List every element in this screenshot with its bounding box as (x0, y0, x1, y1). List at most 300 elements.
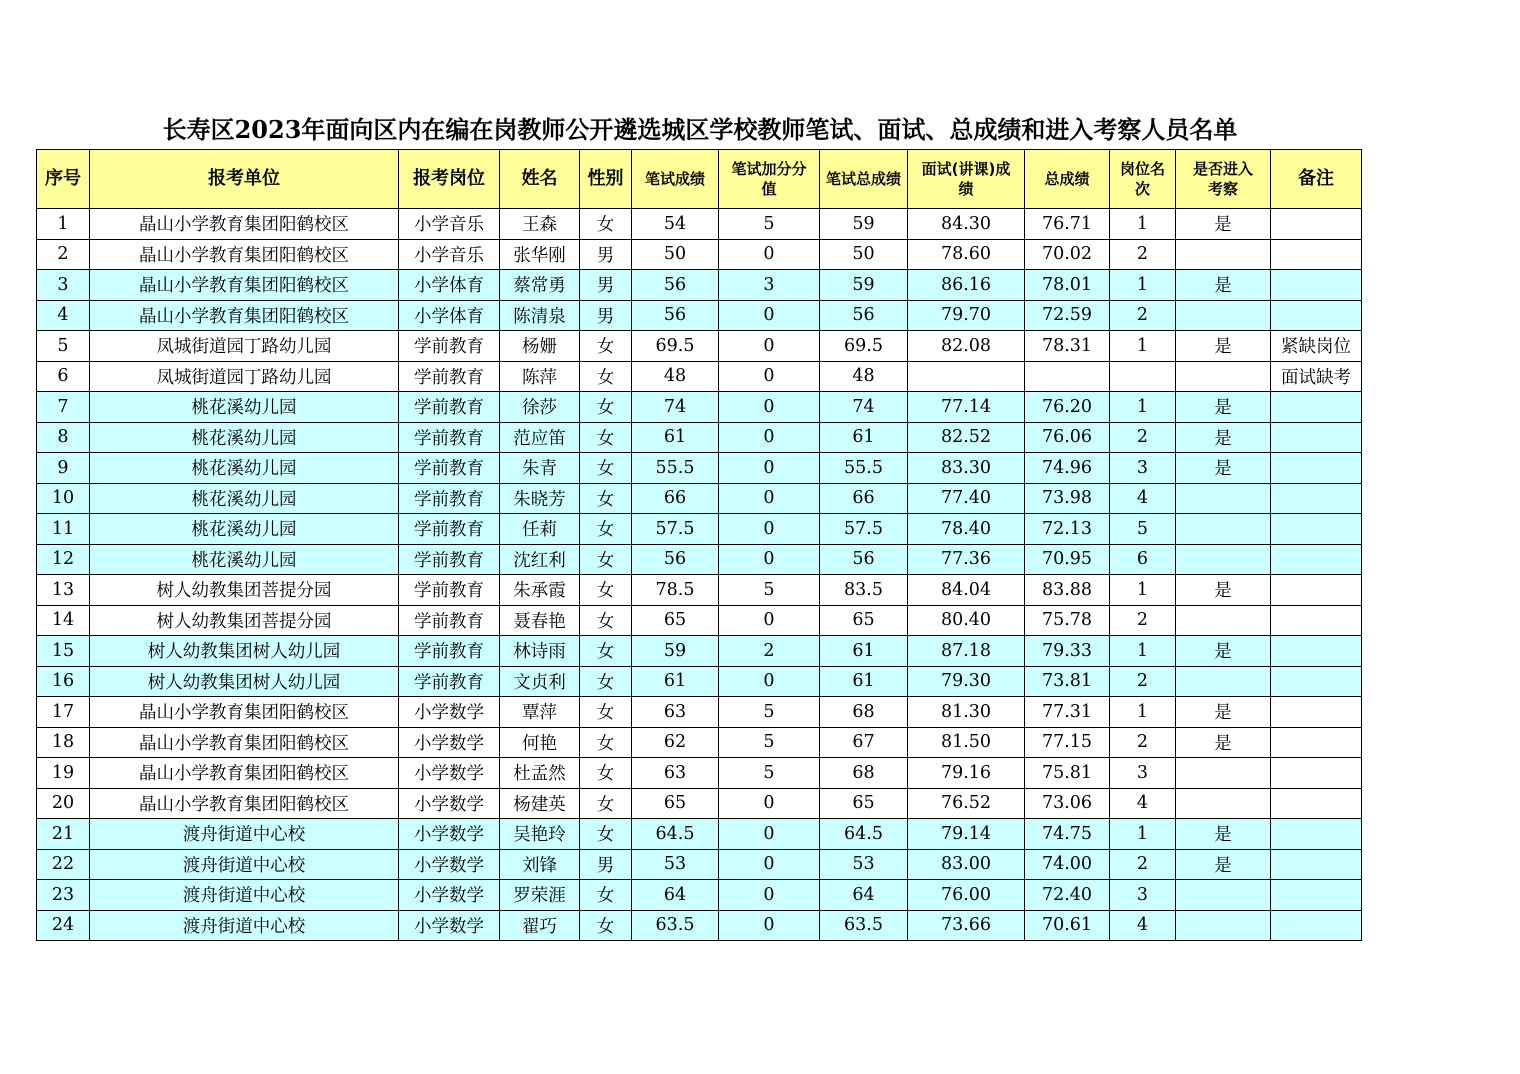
cell-post: 小学数学 (399, 758, 500, 789)
cell-name: 张华刚 (500, 239, 580, 270)
cell-interview: 77.14 (908, 392, 1025, 423)
cell-seq: 19 (37, 758, 90, 789)
header-name: 姓名 (500, 150, 580, 209)
cell-inspect: 是 (1176, 727, 1271, 758)
cell-interview: 77.36 (908, 544, 1025, 575)
cell-written: 56 (632, 270, 719, 301)
cell-gender: 女 (580, 392, 632, 423)
cell-inspect (1176, 483, 1271, 514)
document-title: 长寿区2023年面向区内在编在岗教师公开遴选城区学校教师笔试、面试、总成绩和进入考察人员名单 (162, 115, 1238, 144)
table-row (37, 758, 1362, 789)
cell-written: 74 (632, 392, 719, 423)
cell-total: 75.78 (1025, 605, 1110, 636)
cell-unit: 晶山小学教育集团阳鹤校区 (90, 270, 399, 301)
cell-total: 76.20 (1025, 392, 1110, 423)
cell-unit: 渡舟街道中心校 (90, 880, 399, 911)
cell-post: 学前教育 (399, 605, 500, 636)
cell-written: 62 (632, 727, 719, 758)
cell-written: 61 (632, 666, 719, 697)
cell-note (1271, 666, 1362, 697)
cell-total: 74.75 (1025, 819, 1110, 850)
cell-total: 74.00 (1025, 849, 1110, 880)
cell-name: 沈红利 (500, 544, 580, 575)
cell-inspect: 是 (1176, 849, 1271, 880)
cell-gender: 女 (580, 727, 632, 758)
cell-unit: 桃花溪幼儿园 (90, 514, 399, 545)
cell-seq: 13 (37, 575, 90, 606)
cell-seq: 17 (37, 697, 90, 728)
header-interview: 面试(讲课)成绩 (908, 150, 1025, 209)
cell-name: 林诗雨 (500, 636, 580, 667)
cell-rank: 1 (1110, 697, 1176, 728)
cell-total: 78.01 (1025, 270, 1110, 301)
table-row (37, 697, 1362, 728)
cell-written-total: 59 (820, 270, 908, 301)
cell-written: 50 (632, 239, 719, 270)
cell-gender: 女 (580, 697, 632, 728)
cell-post: 小学数学 (399, 819, 500, 850)
cell-note (1271, 239, 1362, 270)
cell-total: 73.98 (1025, 483, 1110, 514)
cell-written: 61 (632, 422, 719, 453)
cell-rank: 2 (1110, 727, 1176, 758)
cell-bonus: 0 (719, 544, 820, 575)
cell-total: 72.59 (1025, 300, 1110, 331)
cell-written: 48 (632, 361, 719, 392)
cell-rank: 2 (1110, 666, 1176, 697)
cell-unit: 晶山小学教育集团阳鹤校区 (90, 239, 399, 270)
cell-unit: 渡舟街道中心校 (90, 910, 399, 941)
cell-bonus: 0 (719, 361, 820, 392)
cell-interview: 78.40 (908, 514, 1025, 545)
table-row (37, 819, 1362, 850)
cell-gender: 女 (580, 575, 632, 606)
cell-name: 覃萍 (500, 697, 580, 728)
table-row (37, 270, 1362, 301)
table-row (37, 422, 1362, 453)
cell-post: 小学数学 (399, 880, 500, 911)
cell-seq: 22 (37, 849, 90, 880)
cell-seq: 15 (37, 636, 90, 667)
cell-bonus: 0 (719, 880, 820, 911)
cell-written: 54 (632, 209, 719, 240)
cell-gender: 女 (580, 209, 632, 240)
table-row (37, 666, 1362, 697)
header-total: 总成绩 (1025, 150, 1110, 209)
cell-rank: 4 (1110, 910, 1176, 941)
cell-gender: 男 (580, 300, 632, 331)
cell-bonus: 0 (719, 300, 820, 331)
cell-bonus: 0 (719, 910, 820, 941)
cell-post: 小学数学 (399, 910, 500, 941)
cell-bonus: 5 (719, 697, 820, 728)
cell-interview: 81.30 (908, 697, 1025, 728)
cell-rank: 1 (1110, 331, 1176, 362)
cell-note: 面试缺考 (1271, 361, 1362, 392)
cell-written: 64.5 (632, 819, 719, 850)
cell-note (1271, 788, 1362, 819)
cell-seq: 24 (37, 910, 90, 941)
cell-gender: 男 (580, 849, 632, 880)
cell-written: 69.5 (632, 331, 719, 362)
cell-inspect (1176, 788, 1271, 819)
cell-written: 56 (632, 300, 719, 331)
cell-bonus: 0 (719, 666, 820, 697)
cell-name: 陈萍 (500, 361, 580, 392)
cell-name: 王森 (500, 209, 580, 240)
cell-post: 小学音乐 (399, 239, 500, 270)
cell-seq: 9 (37, 453, 90, 484)
cell-rank: 6 (1110, 544, 1176, 575)
table-row (37, 544, 1362, 575)
cell-gender: 女 (580, 361, 632, 392)
cell-post: 小学数学 (399, 788, 500, 819)
cell-inspect (1176, 910, 1271, 941)
cell-total: 77.15 (1025, 727, 1110, 758)
cell-seq: 1 (37, 209, 90, 240)
cell-bonus: 0 (719, 819, 820, 850)
cell-gender: 女 (580, 758, 632, 789)
cell-unit: 树人幼教集团菩提分园 (90, 575, 399, 606)
cell-seq: 20 (37, 788, 90, 819)
cell-post: 学前教育 (399, 392, 500, 423)
cell-written-total: 57.5 (820, 514, 908, 545)
cell-name: 徐莎 (500, 392, 580, 423)
cell-total: 73.81 (1025, 666, 1110, 697)
cell-bonus: 5 (719, 575, 820, 606)
cell-interview: 86.16 (908, 270, 1025, 301)
cell-name: 杨建英 (500, 788, 580, 819)
table-row (37, 209, 1362, 240)
cell-post: 小学音乐 (399, 209, 500, 240)
cell-written-total: 48 (820, 361, 908, 392)
cell-name: 朱青 (500, 453, 580, 484)
cell-note (1271, 422, 1362, 453)
cell-seq: 11 (37, 514, 90, 545)
table-row (37, 727, 1362, 758)
cell-post: 学前教育 (399, 361, 500, 392)
cell-gender: 女 (580, 422, 632, 453)
table-row (37, 392, 1362, 423)
cell-rank: 5 (1110, 514, 1176, 545)
table-row (37, 300, 1362, 331)
cell-bonus: 2 (719, 636, 820, 667)
cell-unit: 桃花溪幼儿园 (90, 422, 399, 453)
cell-written-total: 63.5 (820, 910, 908, 941)
cell-bonus: 0 (719, 483, 820, 514)
cell-total: 73.06 (1025, 788, 1110, 819)
cell-inspect (1176, 239, 1271, 270)
cell-note: 紧缺岗位 (1271, 331, 1362, 362)
cell-inspect: 是 (1176, 819, 1271, 850)
cell-unit: 凤城街道园丁路幼儿园 (90, 331, 399, 362)
cell-name: 罗荣涯 (500, 880, 580, 911)
cell-written-total: 55.5 (820, 453, 908, 484)
cell-total: 76.71 (1025, 209, 1110, 240)
cell-written-total: 68 (820, 758, 908, 789)
table-row (37, 849, 1362, 880)
cell-inspect: 是 (1176, 636, 1271, 667)
cell-inspect: 是 (1176, 392, 1271, 423)
cell-interview: 78.60 (908, 239, 1025, 270)
table-body (37, 209, 1362, 941)
cell-rank: 3 (1110, 758, 1176, 789)
cell-note (1271, 514, 1362, 545)
header-row (37, 150, 1362, 209)
cell-total: 83.88 (1025, 575, 1110, 606)
cell-seq: 3 (37, 270, 90, 301)
cell-inspect (1176, 544, 1271, 575)
cell-written: 63.5 (632, 910, 719, 941)
cell-written-total: 65 (820, 605, 908, 636)
cell-written: 65 (632, 605, 719, 636)
cell-inspect: 是 (1176, 331, 1271, 362)
cell-note (1271, 727, 1362, 758)
cell-seq: 23 (37, 880, 90, 911)
cell-post: 学前教育 (399, 483, 500, 514)
cell-written-total: 65 (820, 788, 908, 819)
cell-post: 学前教育 (399, 636, 500, 667)
cell-interview: 73.66 (908, 910, 1025, 941)
cell-post: 学前教育 (399, 544, 500, 575)
table-row (37, 361, 1362, 392)
cell-post: 小学体育 (399, 270, 500, 301)
cell-bonus: 0 (719, 605, 820, 636)
cell-note (1271, 697, 1362, 728)
cell-seq: 7 (37, 392, 90, 423)
cell-interview: 84.30 (908, 209, 1025, 240)
cell-total (1025, 361, 1110, 392)
cell-interview: 79.70 (908, 300, 1025, 331)
cell-post: 小学体育 (399, 300, 500, 331)
cell-interview: 76.52 (908, 788, 1025, 819)
cell-inspect (1176, 361, 1271, 392)
table-row (37, 880, 1362, 911)
cell-seq: 21 (37, 819, 90, 850)
cell-note (1271, 636, 1362, 667)
cell-interview: 77.40 (908, 483, 1025, 514)
cell-name: 陈清泉 (500, 300, 580, 331)
cell-gender: 女 (580, 880, 632, 911)
cell-written-total: 56 (820, 300, 908, 331)
cell-inspect: 是 (1176, 575, 1271, 606)
cell-unit: 晶山小学教育集团阳鹤校区 (90, 697, 399, 728)
cell-inspect (1176, 605, 1271, 636)
cell-total: 78.31 (1025, 331, 1110, 362)
cell-written: 64 (632, 880, 719, 911)
cell-written: 56 (632, 544, 719, 575)
cell-written: 65 (632, 788, 719, 819)
cell-unit: 桃花溪幼儿园 (90, 453, 399, 484)
cell-written: 59 (632, 636, 719, 667)
cell-seq: 14 (37, 605, 90, 636)
cell-seq: 5 (37, 331, 90, 362)
cell-name: 范应笛 (500, 422, 580, 453)
table-row (37, 483, 1362, 514)
cell-bonus: 0 (719, 422, 820, 453)
cell-note (1271, 209, 1362, 240)
cell-interview: 82.52 (908, 422, 1025, 453)
cell-gender: 女 (580, 544, 632, 575)
cell-seq: 2 (37, 239, 90, 270)
cell-rank: 2 (1110, 605, 1176, 636)
cell-written-total: 67 (820, 727, 908, 758)
cell-bonus: 0 (719, 239, 820, 270)
header-seq: 序号 (37, 150, 90, 209)
cell-rank: 1 (1110, 819, 1176, 850)
header-gender: 性别 (580, 150, 632, 209)
cell-gender: 女 (580, 910, 632, 941)
cell-name: 翟巧 (500, 910, 580, 941)
cell-post: 学前教育 (399, 666, 500, 697)
cell-written-total: 69.5 (820, 331, 908, 362)
cell-unit: 晶山小学教育集团阳鹤校区 (90, 727, 399, 758)
header-note: 备注 (1271, 150, 1362, 209)
cell-interview: 76.00 (908, 880, 1025, 911)
cell-unit: 晶山小学教育集团阳鹤校区 (90, 209, 399, 240)
table-row (37, 605, 1362, 636)
cell-note (1271, 453, 1362, 484)
cell-written: 78.5 (632, 575, 719, 606)
cell-note (1271, 575, 1362, 606)
cell-post: 学前教育 (399, 453, 500, 484)
cell-unit: 桃花溪幼儿园 (90, 483, 399, 514)
cell-rank: 1 (1110, 575, 1176, 606)
cell-rank: 2 (1110, 422, 1176, 453)
cell-name: 聂春艳 (500, 605, 580, 636)
cell-seq: 16 (37, 666, 90, 697)
cell-name: 文贞利 (500, 666, 580, 697)
cell-post: 学前教育 (399, 331, 500, 362)
cell-bonus: 5 (719, 758, 820, 789)
table-row (37, 910, 1362, 941)
header-unit: 报考单位 (90, 150, 399, 209)
cell-gender: 女 (580, 605, 632, 636)
cell-written: 55.5 (632, 453, 719, 484)
cell-unit: 晶山小学教育集团阳鹤校区 (90, 300, 399, 331)
cell-name: 任莉 (500, 514, 580, 545)
cell-unit: 桃花溪幼儿园 (90, 392, 399, 423)
cell-written: 53 (632, 849, 719, 880)
table-row (37, 514, 1362, 545)
cell-unit: 凤城街道园丁路幼儿园 (90, 361, 399, 392)
cell-name: 蔡常勇 (500, 270, 580, 301)
header-inspect: 是否进入考察 (1176, 150, 1271, 209)
cell-interview: 82.08 (908, 331, 1025, 362)
cell-post: 学前教育 (399, 514, 500, 545)
cell-inspect (1176, 300, 1271, 331)
header-written: 笔试成绩 (632, 150, 719, 209)
cell-inspect: 是 (1176, 697, 1271, 728)
cell-rank: 2 (1110, 300, 1176, 331)
cell-seq: 6 (37, 361, 90, 392)
cell-total: 74.96 (1025, 453, 1110, 484)
cell-bonus: 5 (719, 727, 820, 758)
cell-total: 77.31 (1025, 697, 1110, 728)
table-row (37, 453, 1362, 484)
cell-rank: 4 (1110, 483, 1176, 514)
cell-note (1271, 849, 1362, 880)
cell-rank: 1 (1110, 392, 1176, 423)
cell-unit: 树人幼教集团树人幼儿园 (90, 666, 399, 697)
cell-rank (1110, 361, 1176, 392)
cell-name: 杨姗 (500, 331, 580, 362)
cell-note (1271, 910, 1362, 941)
cell-written-total: 61 (820, 666, 908, 697)
table-row (37, 575, 1362, 606)
cell-inspect: 是 (1176, 270, 1271, 301)
cell-seq: 8 (37, 422, 90, 453)
cell-written-total: 61 (820, 422, 908, 453)
cell-written: 63 (632, 697, 719, 728)
cell-gender: 男 (580, 270, 632, 301)
cell-interview: 83.00 (908, 849, 1025, 880)
results-table (36, 149, 1362, 941)
cell-rank: 2 (1110, 239, 1176, 270)
cell-note (1271, 392, 1362, 423)
cell-post: 学前教育 (399, 575, 500, 606)
cell-inspect (1176, 514, 1271, 545)
cell-note (1271, 819, 1362, 850)
cell-note (1271, 300, 1362, 331)
cell-note (1271, 483, 1362, 514)
cell-interview: 79.14 (908, 819, 1025, 850)
cell-written-total: 66 (820, 483, 908, 514)
cell-unit: 树人幼教集团树人幼儿园 (90, 636, 399, 667)
cell-name: 刘锋 (500, 849, 580, 880)
cell-written-total: 59 (820, 209, 908, 240)
cell-gender: 女 (580, 331, 632, 362)
header-rank: 岗位名次 (1110, 150, 1176, 209)
cell-post: 小学数学 (399, 697, 500, 728)
cell-unit: 渡舟街道中心校 (90, 849, 399, 880)
cell-rank: 4 (1110, 788, 1176, 819)
cell-total: 70.02 (1025, 239, 1110, 270)
cell-written-total: 64.5 (820, 819, 908, 850)
cell-written-total: 56 (820, 544, 908, 575)
cell-bonus: 3 (719, 270, 820, 301)
header-bonus: 笔试加分分值 (719, 150, 820, 209)
cell-name: 杜孟然 (500, 758, 580, 789)
table-row (37, 636, 1362, 667)
cell-written: 57.5 (632, 514, 719, 545)
cell-gender: 女 (580, 788, 632, 819)
cell-note (1271, 605, 1362, 636)
cell-note (1271, 270, 1362, 301)
cell-interview: 79.16 (908, 758, 1025, 789)
cell-gender: 女 (580, 514, 632, 545)
cell-post: 学前教育 (399, 422, 500, 453)
cell-total: 75.81 (1025, 758, 1110, 789)
cell-rank: 2 (1110, 849, 1176, 880)
cell-total: 70.61 (1025, 910, 1110, 941)
cell-written-total: 61 (820, 636, 908, 667)
cell-bonus: 0 (719, 788, 820, 819)
cell-inspect: 是 (1176, 209, 1271, 240)
table-row (37, 331, 1362, 362)
cell-written-total: 74 (820, 392, 908, 423)
cell-written: 63 (632, 758, 719, 789)
cell-total: 79.33 (1025, 636, 1110, 667)
cell-post: 小学数学 (399, 849, 500, 880)
cell-inspect (1176, 880, 1271, 911)
cell-name: 朱晓芳 (500, 483, 580, 514)
cell-bonus: 0 (719, 849, 820, 880)
cell-bonus: 5 (719, 209, 820, 240)
cell-note (1271, 880, 1362, 911)
cell-inspect: 是 (1176, 453, 1271, 484)
cell-total: 70.95 (1025, 544, 1110, 575)
